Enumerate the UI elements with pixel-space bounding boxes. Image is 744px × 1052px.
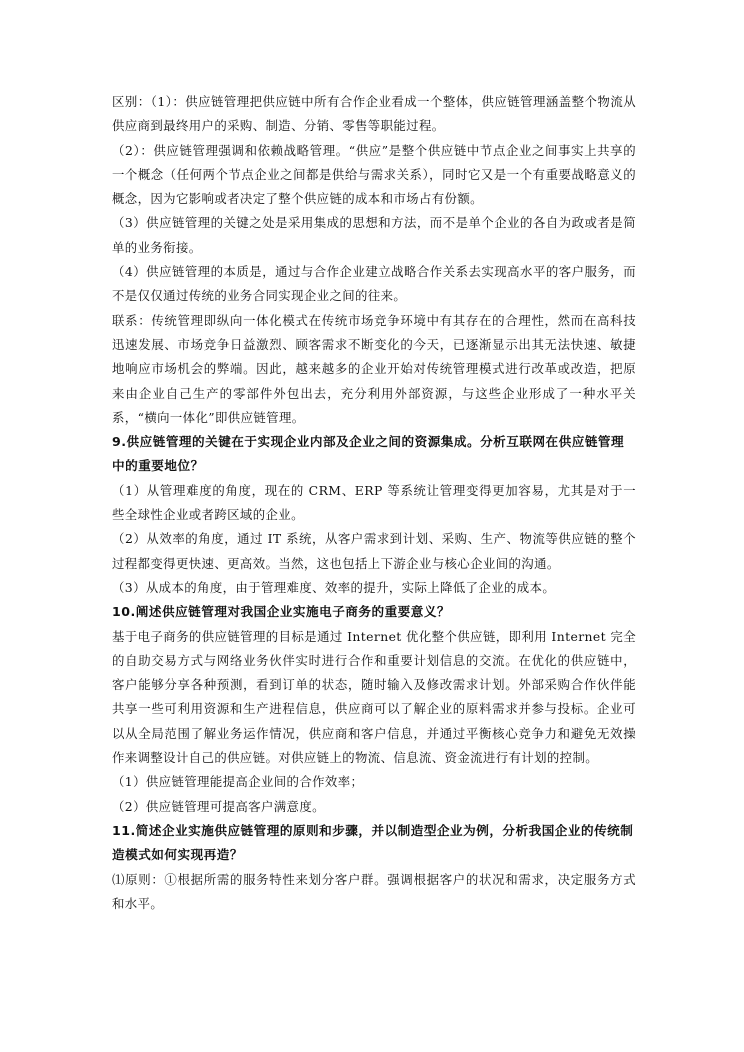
paragraph-differences-4: （4）供应链管理的本质是，通过与合作企业建立战略合作关系去实现高水平的客户服务，而不是仅仅通过传统的业务合同实现企业之间的往来。 bbox=[112, 264, 636, 304]
paragraph-connection: 联系：传统管理即纵向一体化模式在传统市场竞争环境中有其存在的合理性，然而在高科技迅速发展、市场竞争日益激烈、顾客需求不断变化的今天，已逐渐显示出其无法快速、敏捷地响应市场机会的弊端。因此，越来越多的企业开始对传统管理模式进行改革或改造，把原来由企业自己生产的零部件外包出去，充分利用外部资源，与这些企业形成了一种水平关系，“横向一体化”即供应链管理。 bbox=[112, 312, 636, 425]
answer-10-point-2: （2）供应链管理可提高客户满意度。 bbox=[112, 798, 325, 814]
question-10-heading: 10.阐述供应链管理对我国企业实施电子商务的重要意义？ bbox=[112, 604, 451, 620]
answer-9-point-3: （3）从成本的角度，由于管理难度、效率的提升，实际上降低了企业的成本。 bbox=[112, 579, 556, 595]
answer-9-point-1: （1）从管理难度的角度，现在的 CRM、ERP 等系统让管理变得更加容易，尤其是对于一些全球性企业或者跨区域的企业。 bbox=[112, 482, 636, 523]
document-page bbox=[112, 90, 636, 916]
answer-10-point-1: （1）供应链管理能提高企业间的合作效率； bbox=[112, 774, 364, 790]
answer-9-point-2: （2）从效率的角度，通过 IT 系统，从客户需求到计划、采购、生产、物流等供应链的整个过程都变得更快速、更高效。当然，这也包括上下游企业与核心企业间的沟通。 bbox=[112, 531, 636, 571]
answer-10-body: 基于电子商务的供应链管理的目标是通过 Internet 优化整个供应链，即利用 Internet 完全的自助交易方式与网络业务伙伴实时进行合作和重要计划信息的交流。在优化的供应链中，客户能够分享各种预测，看到订单的状态，随时输入及修改需求计划。外部采购合作伙伴能共享一些可利用资源和生产进程信息，供应商可以了解企业的原料需求并参与投标。企业可以从全局范围了解业务运作情况，供应商和客户信息，并通过平衡核心竞争力和避免无效操作来调整设计自己的供应链。对供应链上的物流、信息流、资金流进行有计划的控制。 bbox=[112, 628, 636, 766]
question-9-heading: 9.供应链管理的关键在于实现企业内部及企业之间的资源集成。分析互联网在供应链管理中的重要地位？ bbox=[112, 434, 625, 474]
paragraph-differences-2: （2）：供应链管理强调和依赖战略管理。“供应”是整个供应链中节点企业之间事实上共享的一个概念（任何两个节点企业之间都是供给与需求关系），同时它又是一个有重要战略意义的概念，因为它影响或者决定了整个供应链的成本和市场占有份额。 bbox=[112, 142, 636, 207]
paragraph-differences-3: （3）供应链管理的关键之处是采用集成的思想和方法，而不是单个企业的各自为政或者是简单的业务衔接。 bbox=[112, 215, 636, 255]
paragraph-differences-1: 区别：（1）：供应链管理把供应链中所有合作企业看成一个整体，供应链管理涵盖整个物流从供应商到最终用户的采购、制造、分销、零售等职能过程。 bbox=[112, 94, 636, 134]
answer-11-principle-1: ⑴原则：①根据所需的服务特性来划分客户群。强调根据客户的状况和需求，决定服务方式和水平。 bbox=[112, 871, 636, 911]
question-11-heading: 11.简述企业实施供应链管理的原则和步骤，并以制造型企业为例，分析我国企业的传统制造模式如何实现再造？ bbox=[112, 822, 634, 863]
